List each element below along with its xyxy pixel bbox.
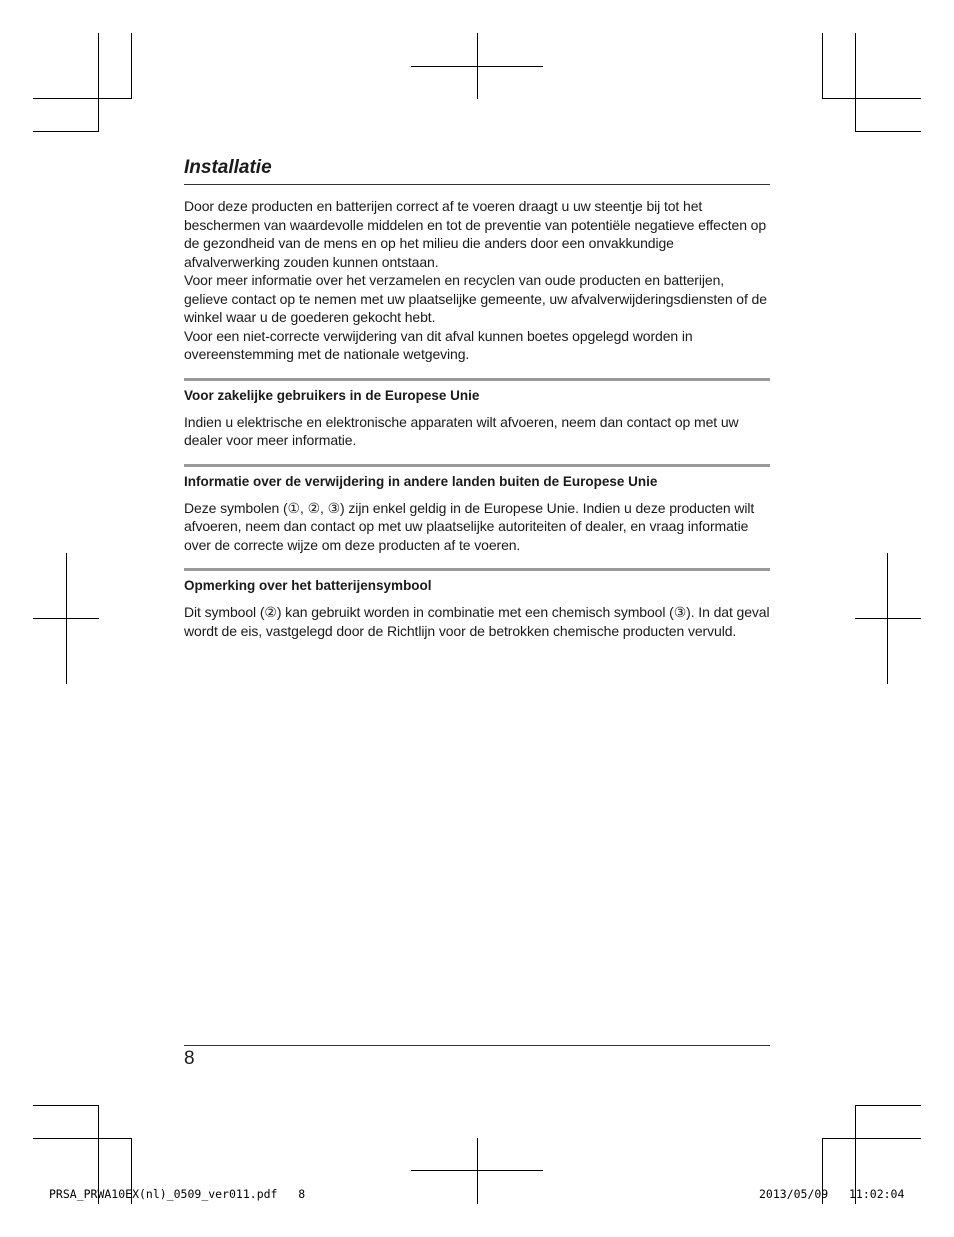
page-content — [184, 155, 770, 640]
section-heading: Opmerking over het batterijensymbool — [184, 578, 432, 593]
slug-timestamp: 2013/05/09 11:02:04 — [759, 1187, 905, 1201]
intro-paragraph: Voor meer informatie over het verzamelen en recyclen van oude producten en batterijen, gelieve contact op te nemen met uw plaatselijke gemeente, uw afvalverwijderingsdiensten of de winkel waar u de goederen gekocht hebt. — [184, 272, 767, 325]
section-outside-eu — [184, 464, 770, 555]
intro-paragraph: Door deze producten en batterijen correct af te voeren draagt u uw steentje bij tot het beschermen van waardevolle middelen en tot de preventie van potentiële negatieve effecten op de gezondheid van de mens en op het milieu die anders door een onvakkundige afvalverwerking zouden kunnen ontstaan. — [184, 198, 767, 270]
intro-paragraph: Voor een niet-correcte verwijdering van dit afval kunnen boetes opgelegd worden in overeenstemming met de nationale wetgeving. — [184, 327, 693, 362]
section-body: Deze symbolen (①, ②, ③) zijn enkel geldig in de Europese Unie. Indien u deze producten wilt afvoeren, neem dan contact op met uw plaatselijke autoriteiten of dealer, en vraag informatie over de correcte wijze om deze producten af te voeren. — [184, 499, 755, 553]
section-heading: Voor zakelijke gebruikers in de Europese Unie — [184, 387, 480, 403]
section-heading: Informatie over de verwijdering in andere landen buiten de Europese Unie — [184, 473, 658, 489]
section-body: Indien u elektrische en elektronische apparaten wilt afvoeren, neem dan contact op met uw dealer voor meer informatie. — [184, 413, 739, 448]
section-body: Dit symbool (②) kan gebruikt worden in combinatie met een chemisch symbool (③). In dat geval wordt de eis, vastgelegd door de Richtlijn voor de betrokken chemische producten vervuld. — [184, 604, 770, 639]
footer-rule — [184, 1045, 770, 1046]
slug-filename: PRSA_PRWA10EX(nl)_0509_ver011.pdf 8 — [49, 1187, 306, 1201]
section-business-users — [184, 378, 770, 450]
page-number: 8 — [184, 1048, 195, 1069]
page-title: Installatie — [184, 155, 770, 185]
section-battery-symbol — [184, 568, 770, 640]
intro-text — [184, 197, 770, 364]
